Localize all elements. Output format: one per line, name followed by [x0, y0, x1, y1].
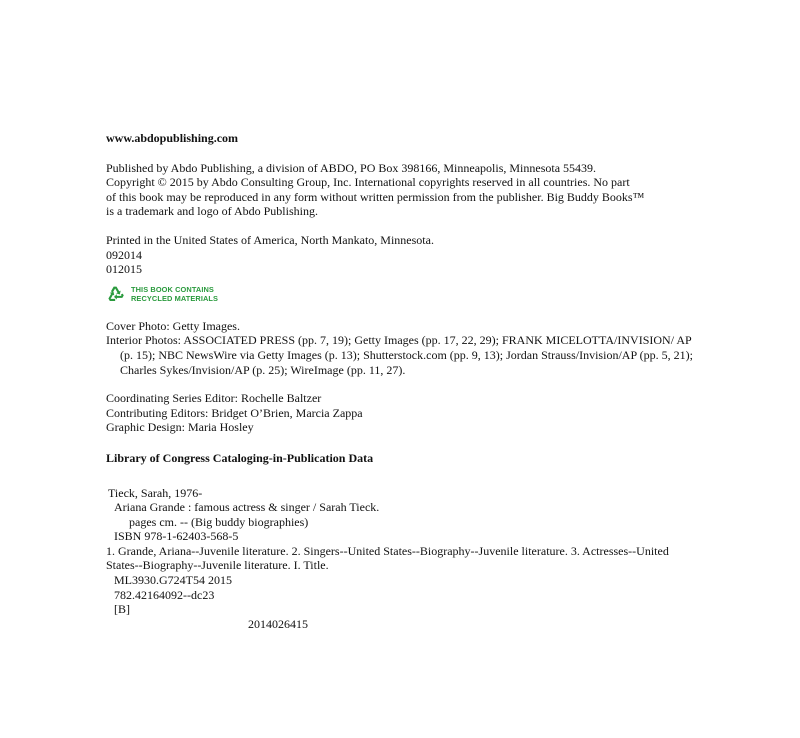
printing-location: Printed in the United States of America, North Mankato, Minnesota.: [106, 232, 434, 247]
cip-pages: pages cm. -- (Big buddy biographies): [129, 514, 309, 529]
photo-credits: [106, 319, 706, 377]
cip-lccn: 2014026415: [248, 616, 308, 631]
recycled-materials-badge: [106, 282, 706, 306]
interior-photo-credits: Interior Photos: ASSOCIATED PRESS (pp. 7, 19); Getty Images (pp. 17, 22, 29); FRANK MICELOTTA/INVISION/ AP (p. 15); NBC NewsWire via Getty Images (p. 13); Shutterstock.com (pp. 9, 13); Jordan Strauss/Invision/AP (pp. 5, 21); Charles Sykes/Invision/AP (p. 25); WireImage (pp. 11, 27).: [106, 333, 693, 377]
series-editor-credit: Coordinating Series Editor: Rochelle Baltzer: [106, 391, 322, 406]
publisher-line: of this book may be reproduced in any form without written permission from the publisher. Big Buddy Books™: [106, 189, 645, 204]
contributing-editors-credit: Contributing Editors: Bridget O’Brien, Marcia Zappa: [106, 405, 363, 420]
copyright-page: [106, 131, 706, 631]
cip-dewey: 782.42164092--dc23: [114, 587, 215, 602]
printing-info: [106, 233, 706, 277]
website-url: www.abdopublishing.com: [106, 131, 239, 145]
cip-author: Tieck, Sarah, 1976-: [108, 485, 203, 500]
graphic-design-credit: Graphic Design: Maria Hosley: [106, 420, 254, 435]
publisher-line: is a trademark and logo of Abdo Publishing.: [106, 204, 318, 219]
cover-photo-credit: Cover Photo: Getty Images.: [106, 318, 240, 333]
recycle-icon: [106, 284, 126, 304]
cip-subjects: 1. Grande, Ariana--Juvenile literature. 2. Singers--United States--Biography--Juvenile literature. 3. Actresses--United States--Biography--Juvenile literature. I. Title.: [106, 543, 669, 573]
cip-lc-class: ML3930.G724T54 2015: [114, 573, 232, 588]
recycled-label-line: THIS BOOK CONTAINS: [131, 284, 214, 294]
print-code: 092014: [106, 247, 142, 262]
cip-heading: Library of Congress Cataloging-in-Publication Data: [106, 450, 374, 465]
publisher-statement: [106, 161, 706, 219]
print-code: 012015: [106, 262, 142, 277]
recycled-label: [131, 285, 218, 303]
editorial-credits: [106, 391, 706, 435]
cip-record: [106, 486, 706, 632]
cip-bracket: [B]: [114, 602, 130, 617]
recycled-label-line: RECYCLED MATERIALS: [131, 293, 219, 303]
publisher-line: Copyright © 2015 by Abdo Consulting Group, Inc. International copyrights reserved in all countries. No part: [106, 175, 630, 190]
cip-title: Ariana Grande : famous actress & singer / Sarah Tieck.: [114, 500, 380, 515]
cip-isbn: ISBN 978-1-62403-568-5: [114, 529, 239, 544]
publisher-line: Published by Abdo Publishing, a division of ABDO, PO Box 398166, Minneapolis, Minnesota 55439.: [106, 160, 597, 175]
